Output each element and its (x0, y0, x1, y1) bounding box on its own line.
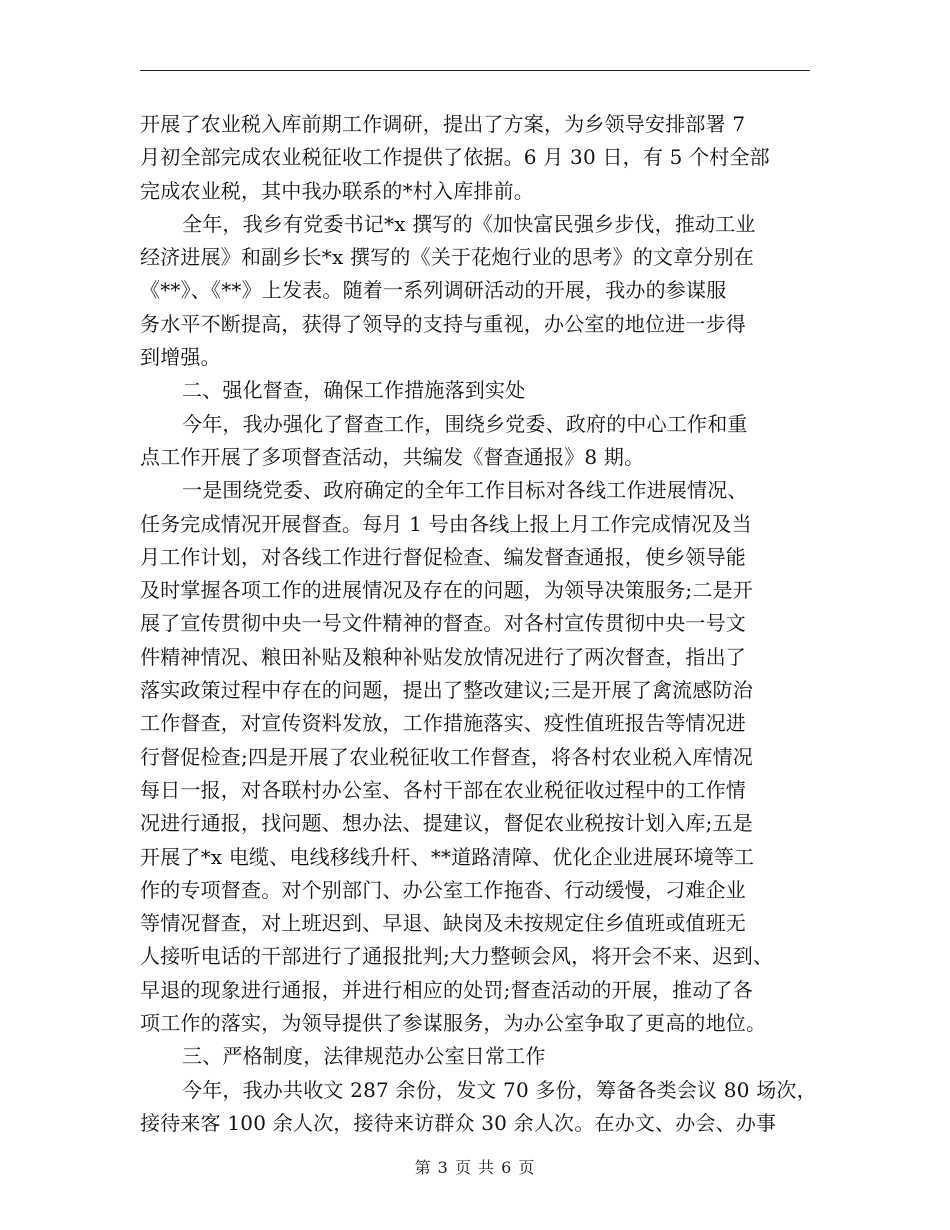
text-line: 作的专项督查。对个别部门、办公室工作拖沓、行动缓慢，刁难企业 (140, 877, 746, 902)
text-line: 点工作开展了多项督查活动，共编发《督查通报》8 期。 (140, 444, 645, 469)
text-line: 及时掌握各项工作的进展情况及存在的问题，为领导决策服务;二是开 (140, 578, 753, 603)
text-line: 展了宣传贯彻中央一号文件精神的督查。对各村宣传贯彻中央一号文 (140, 611, 746, 636)
text-line: 任务完成情况开展督查。每月 1 号由各线上报上月工作完成情况及当 (140, 511, 752, 536)
section-heading: 三、严格制度，法律规范办公室日常工作 (182, 1044, 546, 1069)
text-line: 月工作计划，对各线工作进行督促检查、编发督查通报，使乡领导能 (140, 544, 746, 569)
text-line: 等情况督查，对上班迟到、早退、缺岗及未按规定住乡值班或值班无 (140, 911, 746, 936)
text-line: 经济进展》和副乡长*x 撰写的《关于花炮行业的思考》的文章分别在 (140, 245, 755, 270)
text-line: 早退的现象进行通报，并进行相应的处罚;督查活动的开展，推动了各 (140, 977, 753, 1002)
text-line: 落实政策过程中存在的问题，提出了整改建议;三是开展了禽流感防治 (140, 678, 753, 703)
text-line: 务水平不断提高，获得了领导的支持与重视，办公室的地位进一步得 (140, 311, 746, 336)
text-line: 到增强。 (140, 345, 221, 370)
text-line: 行督促检查;四是开展了农业税征收工作督查，将各村农业税入库情况 (140, 744, 753, 769)
text-line: 工作督查，对宣传资料发放，工作措施落实、疫性值班报告等情况进 (140, 711, 746, 736)
text-line: 开展了农业税入库前期工作调研，提出了方案，为乡领导安排部署 7 (140, 112, 746, 136)
text-line: 开展了*x 电缆、电线移线升杆、**道路清障、优化企业进展环境等工 (140, 844, 755, 869)
paragraph-start-line: 今年，我办共收文 287 余份，发文 70 多份，筹备各类会议 80 场次， (182, 1077, 817, 1102)
body-text (140, 108, 830, 1140)
text-line: 况进行通报，找问题、想办法、提建议，督促农业税按计划入库;五是 (140, 811, 753, 836)
text-line: 项工作的落实，为领导提供了参谋服务，为办公室争取了更高的地位。 (140, 1011, 767, 1036)
paragraph-start-line: 今年，我办强化了督查工作，围绕乡党委、政府的中心工作和重 (182, 411, 748, 436)
paragraph-start-line: 一是围绕党委、政府确定的全年工作目标对各线工作进展情况、 (182, 478, 748, 503)
header-rule (140, 70, 810, 71)
text-line: 人接听电话的干部进行了通报批判;大力整顿会风，将开会不来、迟到、 (140, 944, 774, 969)
text-line: 《**》、《**》上发表。随着一系列调研活动的开展，我办的参谋服 (140, 278, 727, 303)
page-number: 第 3 页 共 6 页 (414, 1158, 536, 1177)
paragraph-start-line: 全年，我乡有党委书记*x 撰写的《加快富民强乡步伐，推动工业 (182, 211, 756, 236)
section-heading: 二、强化督查，确保工作措施落到实处 (182, 378, 526, 403)
text-line: 月初全部完成农业税征收工作提供了依据。6 月 30 日，有 5 个村全部 (140, 145, 770, 170)
text-line: 每日一报，对各联村办公室、各村干部在农业税征收过程中的工作情 (140, 777, 746, 802)
text-line: 接待来客 100 余人次，接待来访群众 30 余人次。在办文、办会、办事 (140, 1110, 777, 1135)
text-line: 件精神情况、粮田补贴及粮种补贴发放情况进行了两次督查，指出了 (140, 644, 746, 669)
text-line: 完成农业税，其中我办联系的*村入库排前。 (140, 178, 534, 203)
